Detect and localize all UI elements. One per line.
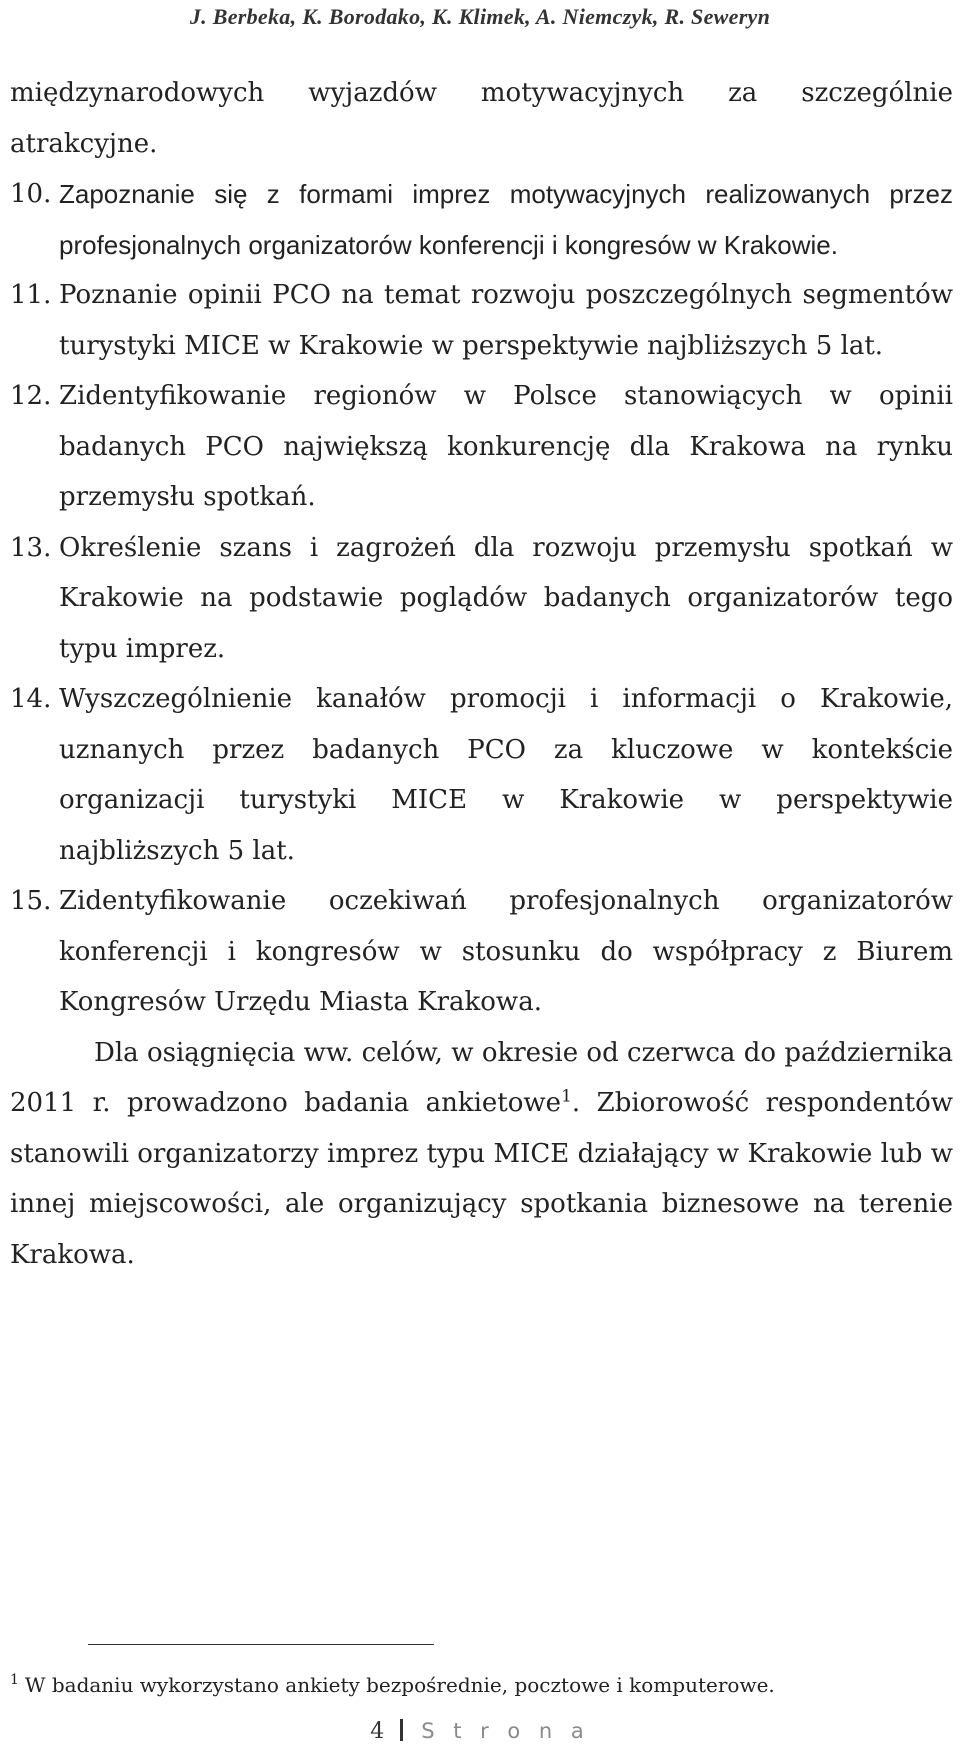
list-item-text: Zapoznanie się z formami imprez motywacyjnych realizowanych przez profesjonalnych organizatorów konferencji i kongresów w Krakowie. — [59, 179, 953, 260]
running-header — [0, 4, 960, 30]
footnote-text: W badaniu wykorzystano ankiety bezpośrednie, pocztowe i komputerowe. — [24, 1673, 775, 1697]
list-item-10 — [10, 169, 953, 270]
list-item-number: 10. — [10, 179, 52, 209]
list-item-number: 15. — [10, 886, 52, 916]
header-authors: J. Berbeka, K. Borodako, K. Klimek, A. Niemczyk, R. Seweryn — [189, 4, 771, 29]
intro-continuation: międzynarodowych wyjazdów motywacyjnych za szczególnie atrakcyjne. — [10, 78, 953, 159]
list-item-text: Zidentyfikowanie regionów w Polsce stanowiących w opinii badanych PCO największą konkurencję dla Krakowa na rynku przemysłu spotkań. — [59, 381, 953, 512]
closing-paragraph — [10, 1028, 953, 1281]
list-item-number: 11. — [10, 280, 52, 310]
footnote-reference[interactable]: 1 — [561, 1086, 572, 1107]
list-item-12 — [10, 371, 953, 523]
footnote-number: 1 — [10, 1672, 19, 1689]
list-item-15 — [10, 876, 953, 1028]
list-item-number: 13. — [10, 532, 52, 563]
list-item-text: Określenie szans i zagrożeń dla rozwoju przemysłu spotkań w Krakowie na podstawie poglądów badanych organizatorów tego typu imprez. — [59, 532, 953, 664]
list-item-13 — [10, 523, 953, 675]
list-item-11 — [10, 270, 953, 371]
list-item-text: Zidentyfikowanie oczekiwań profesjonalnych organizatorów konferencji i kongresów w stosunku do współpracy z Biurem Kongresów Urzędu Miasta Krakowa. — [59, 886, 953, 1017]
list-item-number: 12. — [10, 381, 52, 411]
footnote-separator — [88, 1644, 434, 1645]
page-label: S t r o n a — [421, 1719, 590, 1743]
footnote — [10, 1673, 940, 1697]
page-number: 4 — [370, 1719, 385, 1744]
list-item-number: 14. — [10, 684, 52, 714]
list-item-text: Poznanie opinii PCO na temat rozwoju poszczególnych segmentów turystyki MICE w Krakowie w perspektywie najbliższych 5 lat. — [59, 280, 953, 361]
footer-divider — [400, 1719, 403, 1741]
list-item-14 — [10, 674, 953, 876]
closing-text-start: Dla osiągnięcia ww. celów, w okresie od czerwca do października 2011 r. prowadzono badania ankietowe — [10, 1037, 953, 1118]
document-body — [10, 68, 953, 1280]
list-item-text: Wyszczególnienie kanałów promocji i informacji o Krakowie, uznanych przez badanych PCO za kluczowe w kontekście organizacji turystyki MICE w Krakowie w perspektywie najbliższych 5 lat. — [59, 684, 953, 866]
page-footer — [0, 1718, 960, 1745]
closing-text-end: . Zbiorowość respondentów stanowili organizatorzy imprez typu MICE działający w Krakowie lub w innej miejscowości, ale organizujący spotkania biznesowe na terenie Krakowa. — [10, 1088, 953, 1270]
